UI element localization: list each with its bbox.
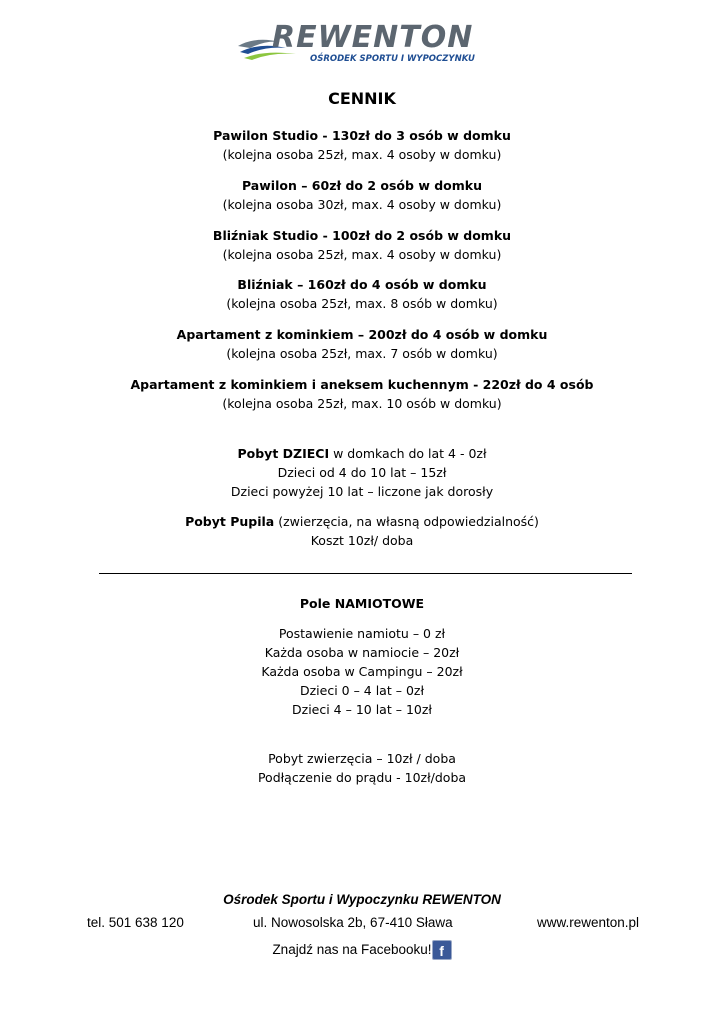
footer-phone: tel. 501 638 120 (87, 915, 184, 930)
pricing-note-4: (kolejna osoba 25zł, max. 7 osób w domku) (226, 346, 498, 361)
children-text: w domkach do lat 4 - 0zł (329, 446, 487, 461)
camping-heading: Pole NAMIOTOWE (299, 596, 425, 611)
camping-line-1: Każda osoba w namiocie – 20zł (264, 645, 460, 660)
pricing-note-5: (kolejna osoba 25zł, max. 10 osób w domku) (222, 396, 502, 411)
pricing-note-2: (kolejna osoba 25zł, max. 4 osoby w domku) (222, 247, 502, 262)
facebook-line (0, 940, 724, 960)
pricing-note-0: (kolejna osoba 25zł, max. 4 osoby w domku) (222, 147, 502, 162)
logo-wordmark: REWENTON (272, 20, 474, 55)
children-line-1 (0, 446, 724, 461)
logo-subtitle: OŚRODEK SPORTU I WYPOCZYNKU (310, 54, 475, 64)
pricing-head-4: Apartament z kominkiem – 200zł do 4 osób w domku (176, 327, 548, 342)
children-label: Pobyt DZIECI (237, 446, 330, 461)
section-divider (99, 573, 632, 574)
camping-line-4: Dzieci 4 – 10 lat – 10zł (292, 702, 432, 717)
pets-label: Pobyt Pupila (185, 514, 275, 529)
pets-line-1 (0, 514, 724, 529)
footer-company-name: Ośrodek Sportu i Wypoczynku REWENTON (223, 892, 501, 907)
children-line-2: Dzieci od 4 do 10 lat – 15zł (277, 465, 447, 480)
pricing-head-1: Pawilon – 60zł do 2 osób w domku (241, 178, 482, 193)
camping-extra-0: Pobyt zwierzęcia – 10zł / doba (268, 751, 456, 766)
rewenton-logo (236, 22, 480, 70)
pets-line-2: Koszt 10zł/ doba (310, 533, 414, 548)
facebook-text: Znajdź nas na Facebooku! (272, 942, 432, 957)
pricing-head-0: Pawilon Studio - 130zł do 3 osób w domku (213, 128, 511, 143)
page-title: CENNIK (328, 89, 396, 108)
camping-line-3: Dzieci 0 – 4 lat – 0zł (299, 683, 425, 698)
footer-website[interactable]: www.rewenton.pl (537, 915, 640, 930)
pricing-head-2: Bliźniak Studio - 100zł do 2 osób w domku (212, 228, 512, 243)
pricing-head-3: Bliźniak – 160zł do 4 osób w domku (237, 277, 487, 292)
camping-line-2: Każda osoba w Campingu – 20zł (261, 664, 463, 679)
pricing-note-1: (kolejna osoba 30zł, max. 4 osoby w domku) (222, 197, 502, 212)
facebook-icon[interactable]: f (432, 940, 452, 960)
pricing-head-5: Apartament z kominkiem i aneksem kuchennym - 220zł do 4 osób (130, 377, 594, 392)
footer-address: ul. Nowosolska 2b, 67-410 Sława (253, 915, 453, 930)
camping-extra-1: Podłączenie do prądu - 10zł/doba (257, 770, 467, 785)
pricing-note-3: (kolejna osoba 25zł, max. 8 osób w domku) (226, 296, 498, 311)
children-line-3: Dzieci powyżej 10 lat – liczone jak dorosły (230, 484, 494, 499)
camping-line-0: Postawienie namiotu – 0 zł (278, 626, 446, 641)
pets-text: (zwierzęcia, na własną odpowiedzialność) (274, 514, 539, 529)
